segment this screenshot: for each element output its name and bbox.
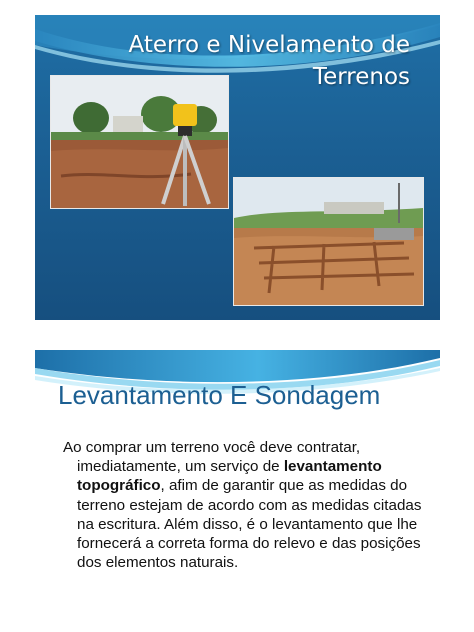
- body-text-part: , afim de garantir que as medidas do terreno estejam de acordo com as medidas citadas na escritura. Além disso, é o levantamento que lhe fornecerá a correta forma do relevo e das posições dos elementos naturais.: [77, 477, 422, 572]
- body-text-bold: levantamento topográfico: [77, 458, 382, 495]
- foundation-trench-photo: [233, 177, 424, 306]
- slide-heading: Levantamento E Sondagem: [58, 380, 381, 410]
- slide-body-text: [63, 438, 427, 572]
- slide-title: Aterro e Nivelamento de Terrenos: [128, 32, 410, 90]
- body-text-part: Ao comprar um terreno você deve contratar, imediatamente, um serviço de: [63, 439, 361, 476]
- slide-1: [35, 15, 440, 320]
- slide-2: [35, 350, 440, 618]
- surveying-instrument-photo: [50, 75, 229, 209]
